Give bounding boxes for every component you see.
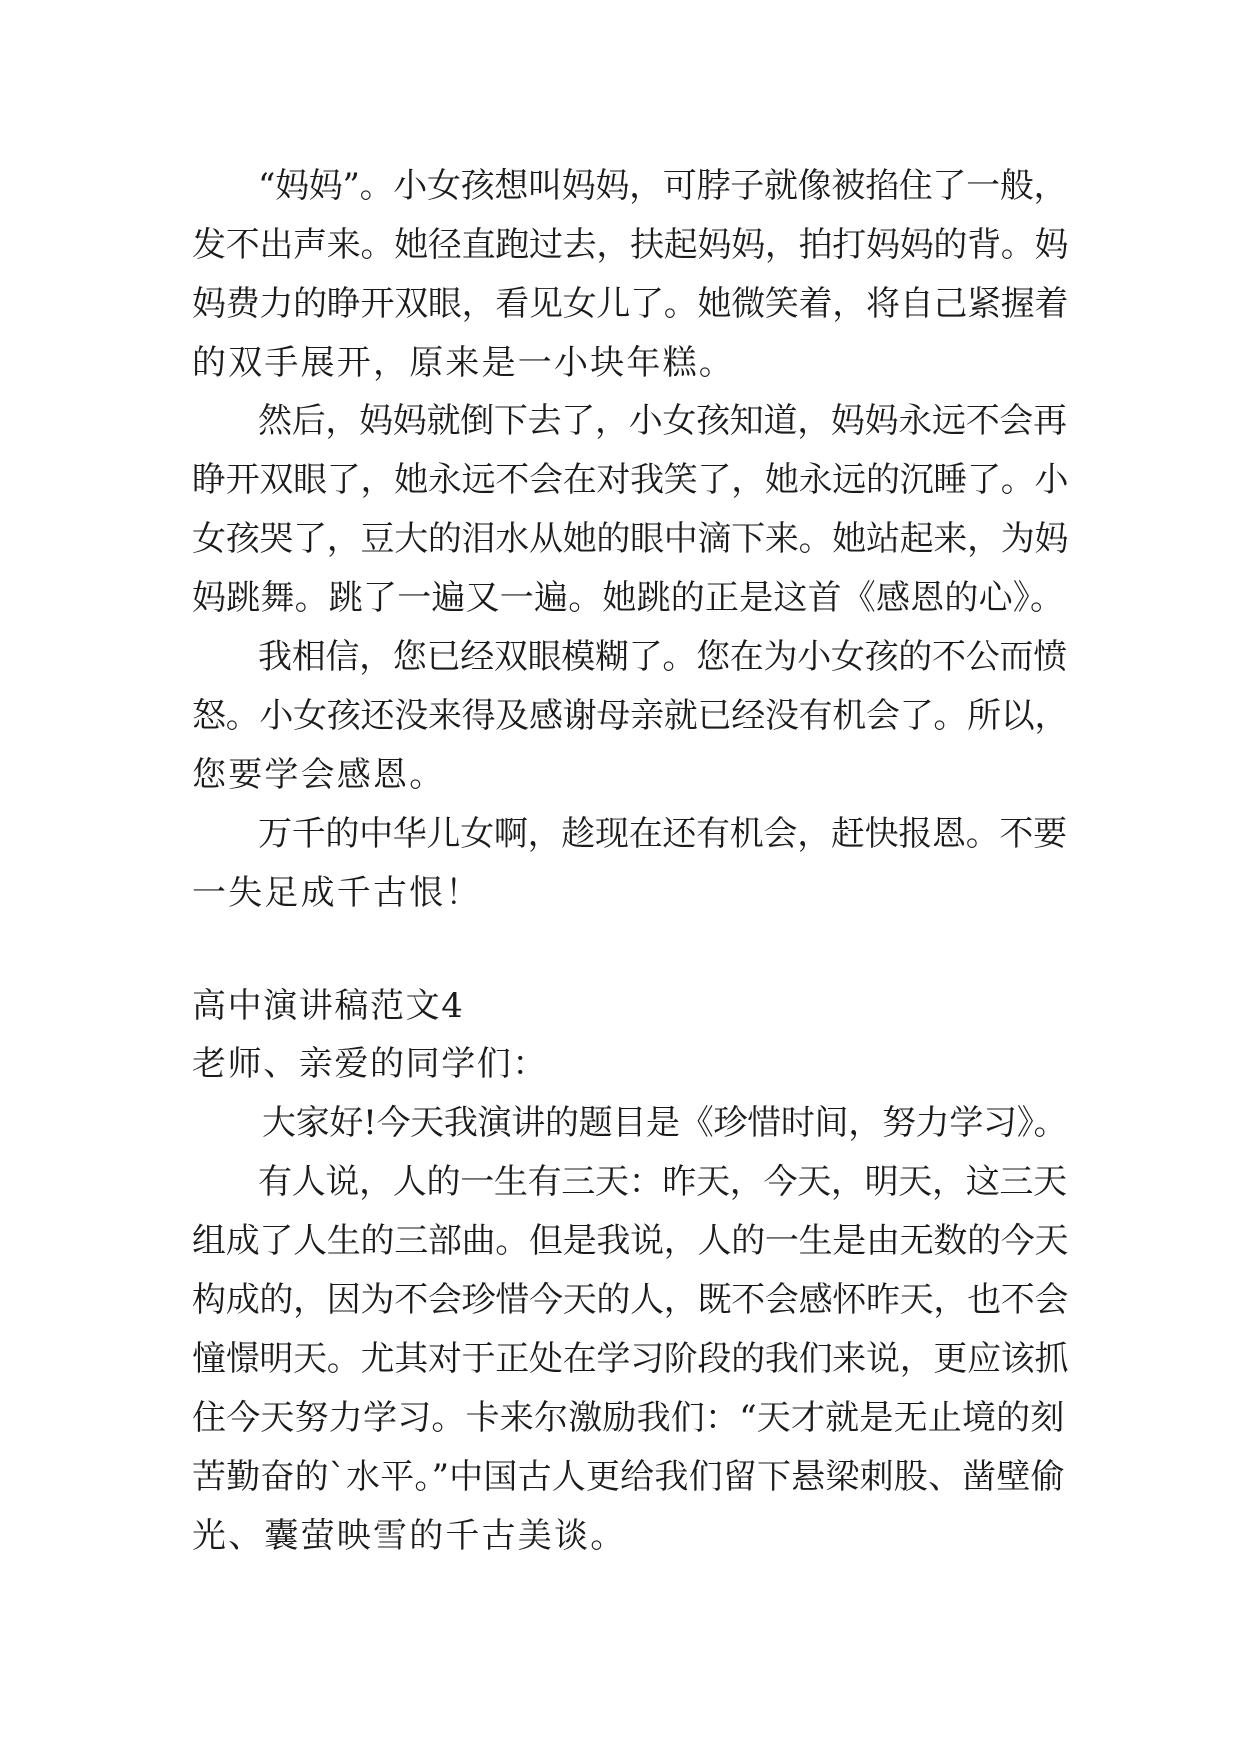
paragraph-2-line-1: 然后，妈妈就倒下去了，小女孩知道，妈妈永远不会再 (258, 401, 1067, 441)
paragraph-2-line-2: 睁开双眼了，她永远不会在对我笑了，她永远的沉睡了。小 (192, 460, 1069, 500)
paragraph-3-line-1: 我相信，您已经双眼模糊了。您在为小女孩的不公而愤 (258, 637, 1067, 677)
paragraph-1-line-2: 发不出声来。她径直跑过去，扶起妈妈，拍打妈妈的背。妈 (192, 225, 1069, 265)
paragraph-6-line-7: 光、囊萤映雪的千古美谈。 (192, 1516, 627, 1556)
paragraph-3-line-2: 怒。小女孩还没来得及感谢母亲就已经没有机会了。所以， (192, 696, 1069, 736)
paragraph-6-line-5: 住今天努力学习。卡来尔激励我们：“天才就是无止境的刻 (192, 1398, 1065, 1438)
paragraph-6-line-2: 组成了人生的三部曲。但是我说，人的一生是由无数的今天 (192, 1221, 1069, 1261)
paragraph-1-line-3: 妈费力的睁开双眼，看见女儿了。她微笑着，将自己紧握着 (192, 284, 1069, 324)
paragraph-4-line-1: 万千的中华儿女啊，趁现在还有机会，赶快报恩。不要 (258, 814, 1067, 854)
paragraph-6-line-4: 憧憬明天。尤其对于正处在学习阶段的我们来说，更应该抓 (192, 1339, 1069, 1379)
paragraph-2-line-4: 妈跳舞。跳了一遍又一遍。她跳的正是这首《感恩的心》。 (192, 578, 1065, 618)
paragraph-6-line-6: 苦勤奋的`水平。”中国古人更给我们留下悬梁刺股、凿壁偷 (192, 1457, 1065, 1497)
paragraph-4-line-2: 一失足成千古恨！ (192, 873, 482, 913)
salutation: 老师、亲爱的同学们： (192, 1044, 548, 1084)
paragraph-5-line-1: 大家好!今天我演讲的题目是《珍惜时间，努力学习》。 (262, 1103, 1068, 1143)
paragraph-6-line-1: 有人说，人的一生有三天：昨天，今天，明天，这三天 (258, 1162, 1067, 1202)
paragraph-3-line-3: 您要学会感恩。 (192, 755, 446, 795)
paragraph-6-line-3: 构成的，因为不会珍惜今天的人，既不会感怀昨天，也不会 (192, 1280, 1069, 1320)
section-title: 高中演讲稿范文4 (192, 986, 465, 1026)
paragraph-1-line-1: “妈妈”。小女孩想叫妈妈，可脖子就像被掐住了一般， (258, 166, 1068, 206)
paragraph-2-line-3: 女孩哭了，豆大的泪水从她的眼中滴下来。她站起来，为妈 (192, 519, 1069, 559)
paragraph-1-line-4: 的双手展开，原来是一小块年糕。 (192, 343, 735, 383)
